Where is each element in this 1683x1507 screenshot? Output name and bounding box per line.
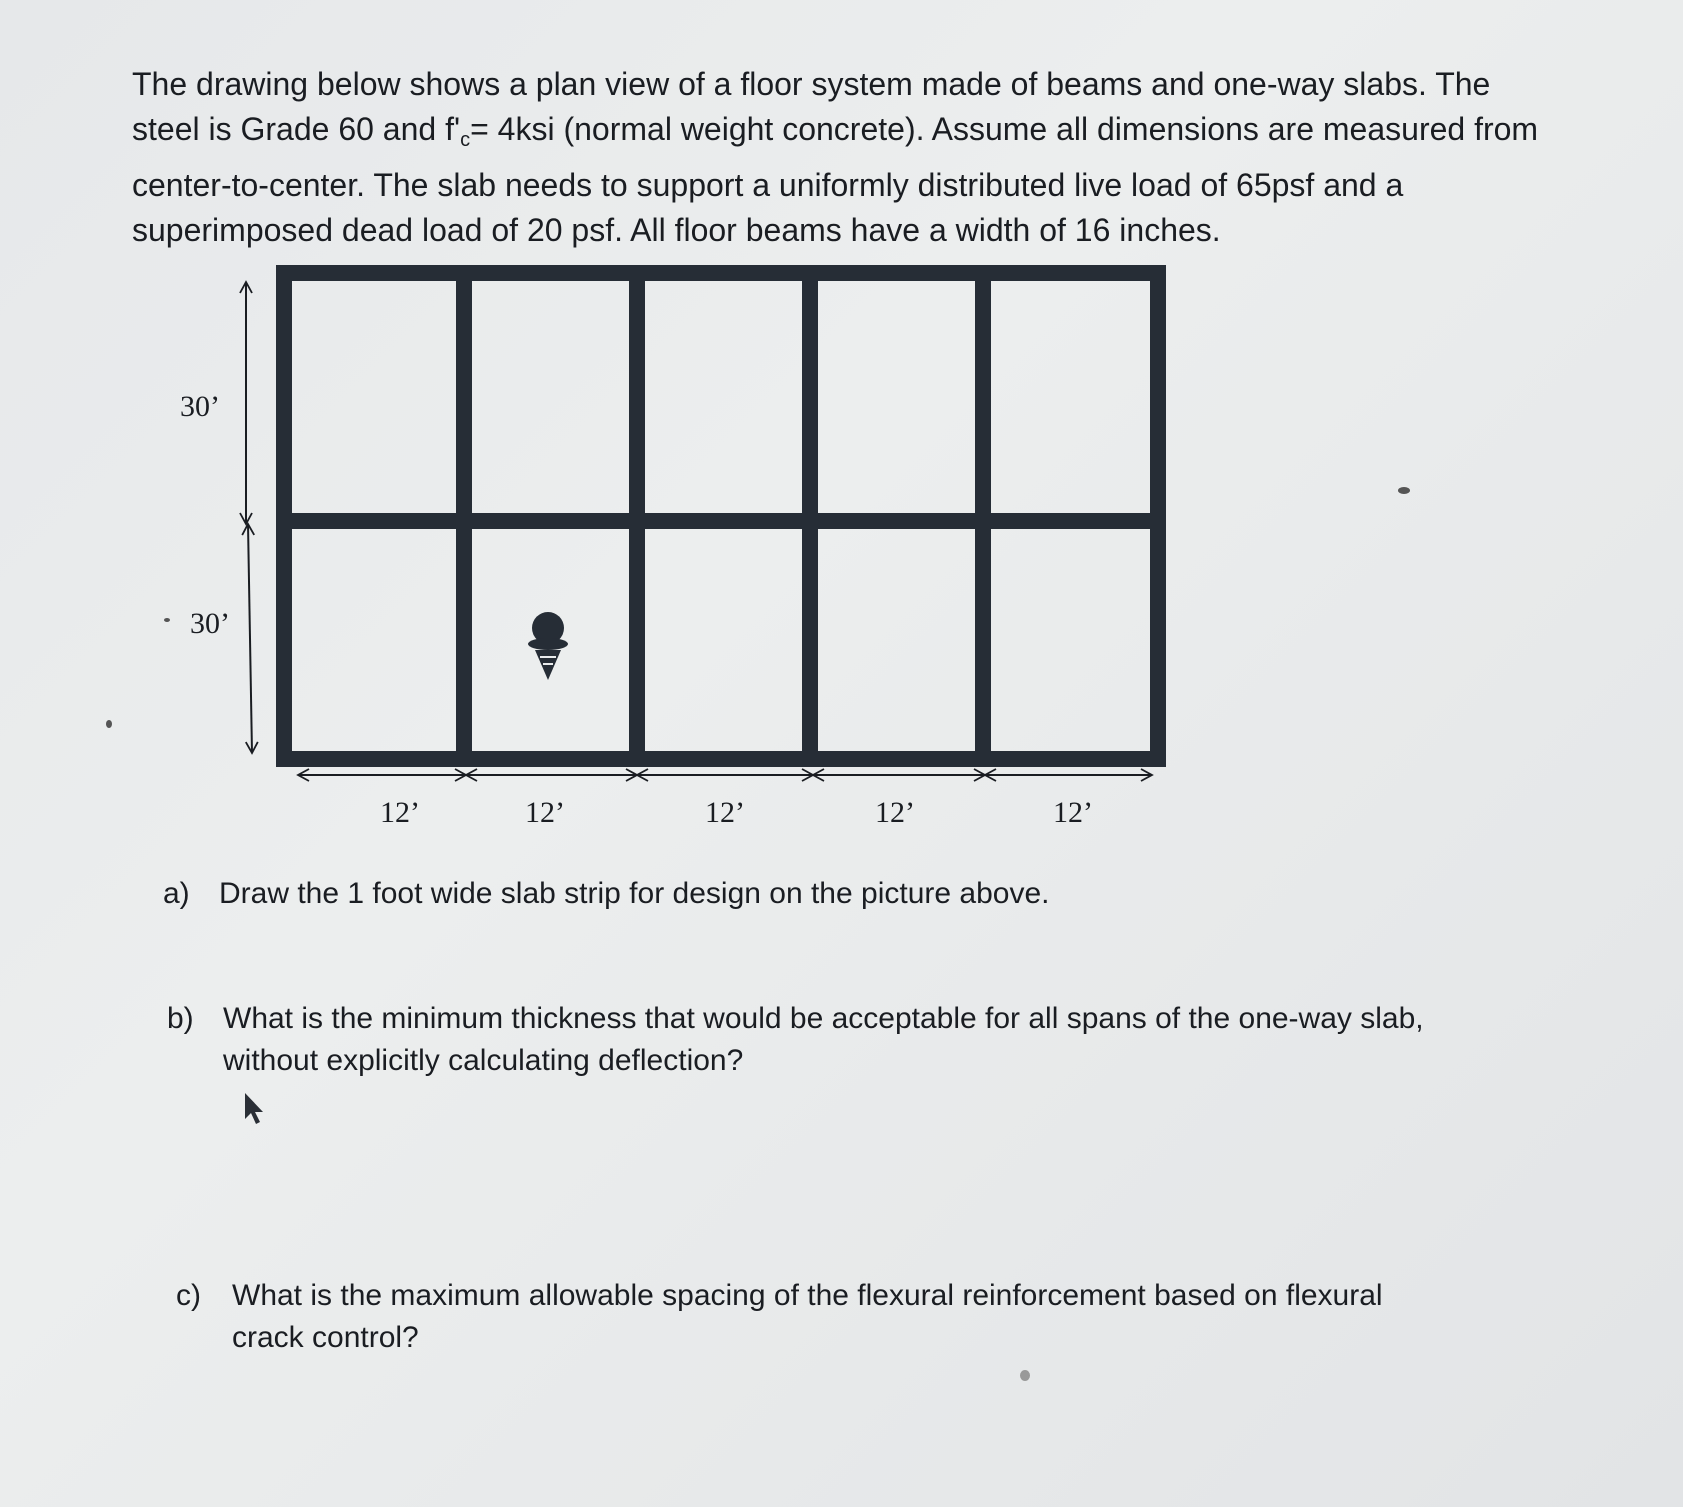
paper-speck [164, 618, 170, 622]
dim-horizontal-4: 12’ [875, 796, 915, 829]
dim-horizontal-5: 12’ [1053, 796, 1093, 829]
question-a-label: a) [163, 877, 190, 910]
question-b-text-line1: What is the minimum thickness that would be acceptable for all spans of the one-way slab, [223, 1002, 1424, 1035]
intro-part2: = 4ksi (normal weight concrete). Assume all dimensions are measured from center-to-center. The slab needs to support a uniformly distributed live load of 65psf and a superimposed dead load of 20 psf. All floor beams have a width of 16 inches. [132, 111, 1539, 248]
question-a-text: Draw the 1 foot wide slab strip for design on the picture above. [219, 877, 1050, 910]
dim-horizontal-3: 12’ [705, 796, 745, 829]
vertical-dimension-line [248, 524, 252, 753]
question-c [176, 1275, 1596, 1363]
paper-speck [106, 720, 112, 728]
ice-cream-icon [528, 612, 568, 680]
dim-vertical-2: 30’ [190, 607, 230, 640]
paper-speck [1398, 487, 1410, 494]
question-b-text-line2: without explicitly calculating deflection? [223, 1044, 744, 1077]
intro-subscript: c [460, 129, 471, 151]
question-b [167, 998, 1587, 1086]
question-c-label: c) [176, 1279, 201, 1312]
question-b-label: b) [167, 1002, 194, 1035]
dim-vertical-1: 30’ [180, 390, 220, 423]
question-c-text-line1: What is the maximum allowable spacing of the flexural reinforcement based on flexural [232, 1279, 1383, 1312]
question-a [163, 873, 1463, 917]
intro-part1: The drawing below shows a plan view of a floor system made of beams and one-way slabs. The steel is Grade 60 and f' [132, 66, 1491, 147]
dim-horizontal-1: 12’ [380, 796, 420, 829]
question-c-text-line2: crack control? [232, 1321, 419, 1354]
mouse-cursor-icon [245, 1093, 263, 1124]
paper-speck [1020, 1370, 1030, 1381]
dim-horizontal-2: 12’ [525, 796, 565, 829]
